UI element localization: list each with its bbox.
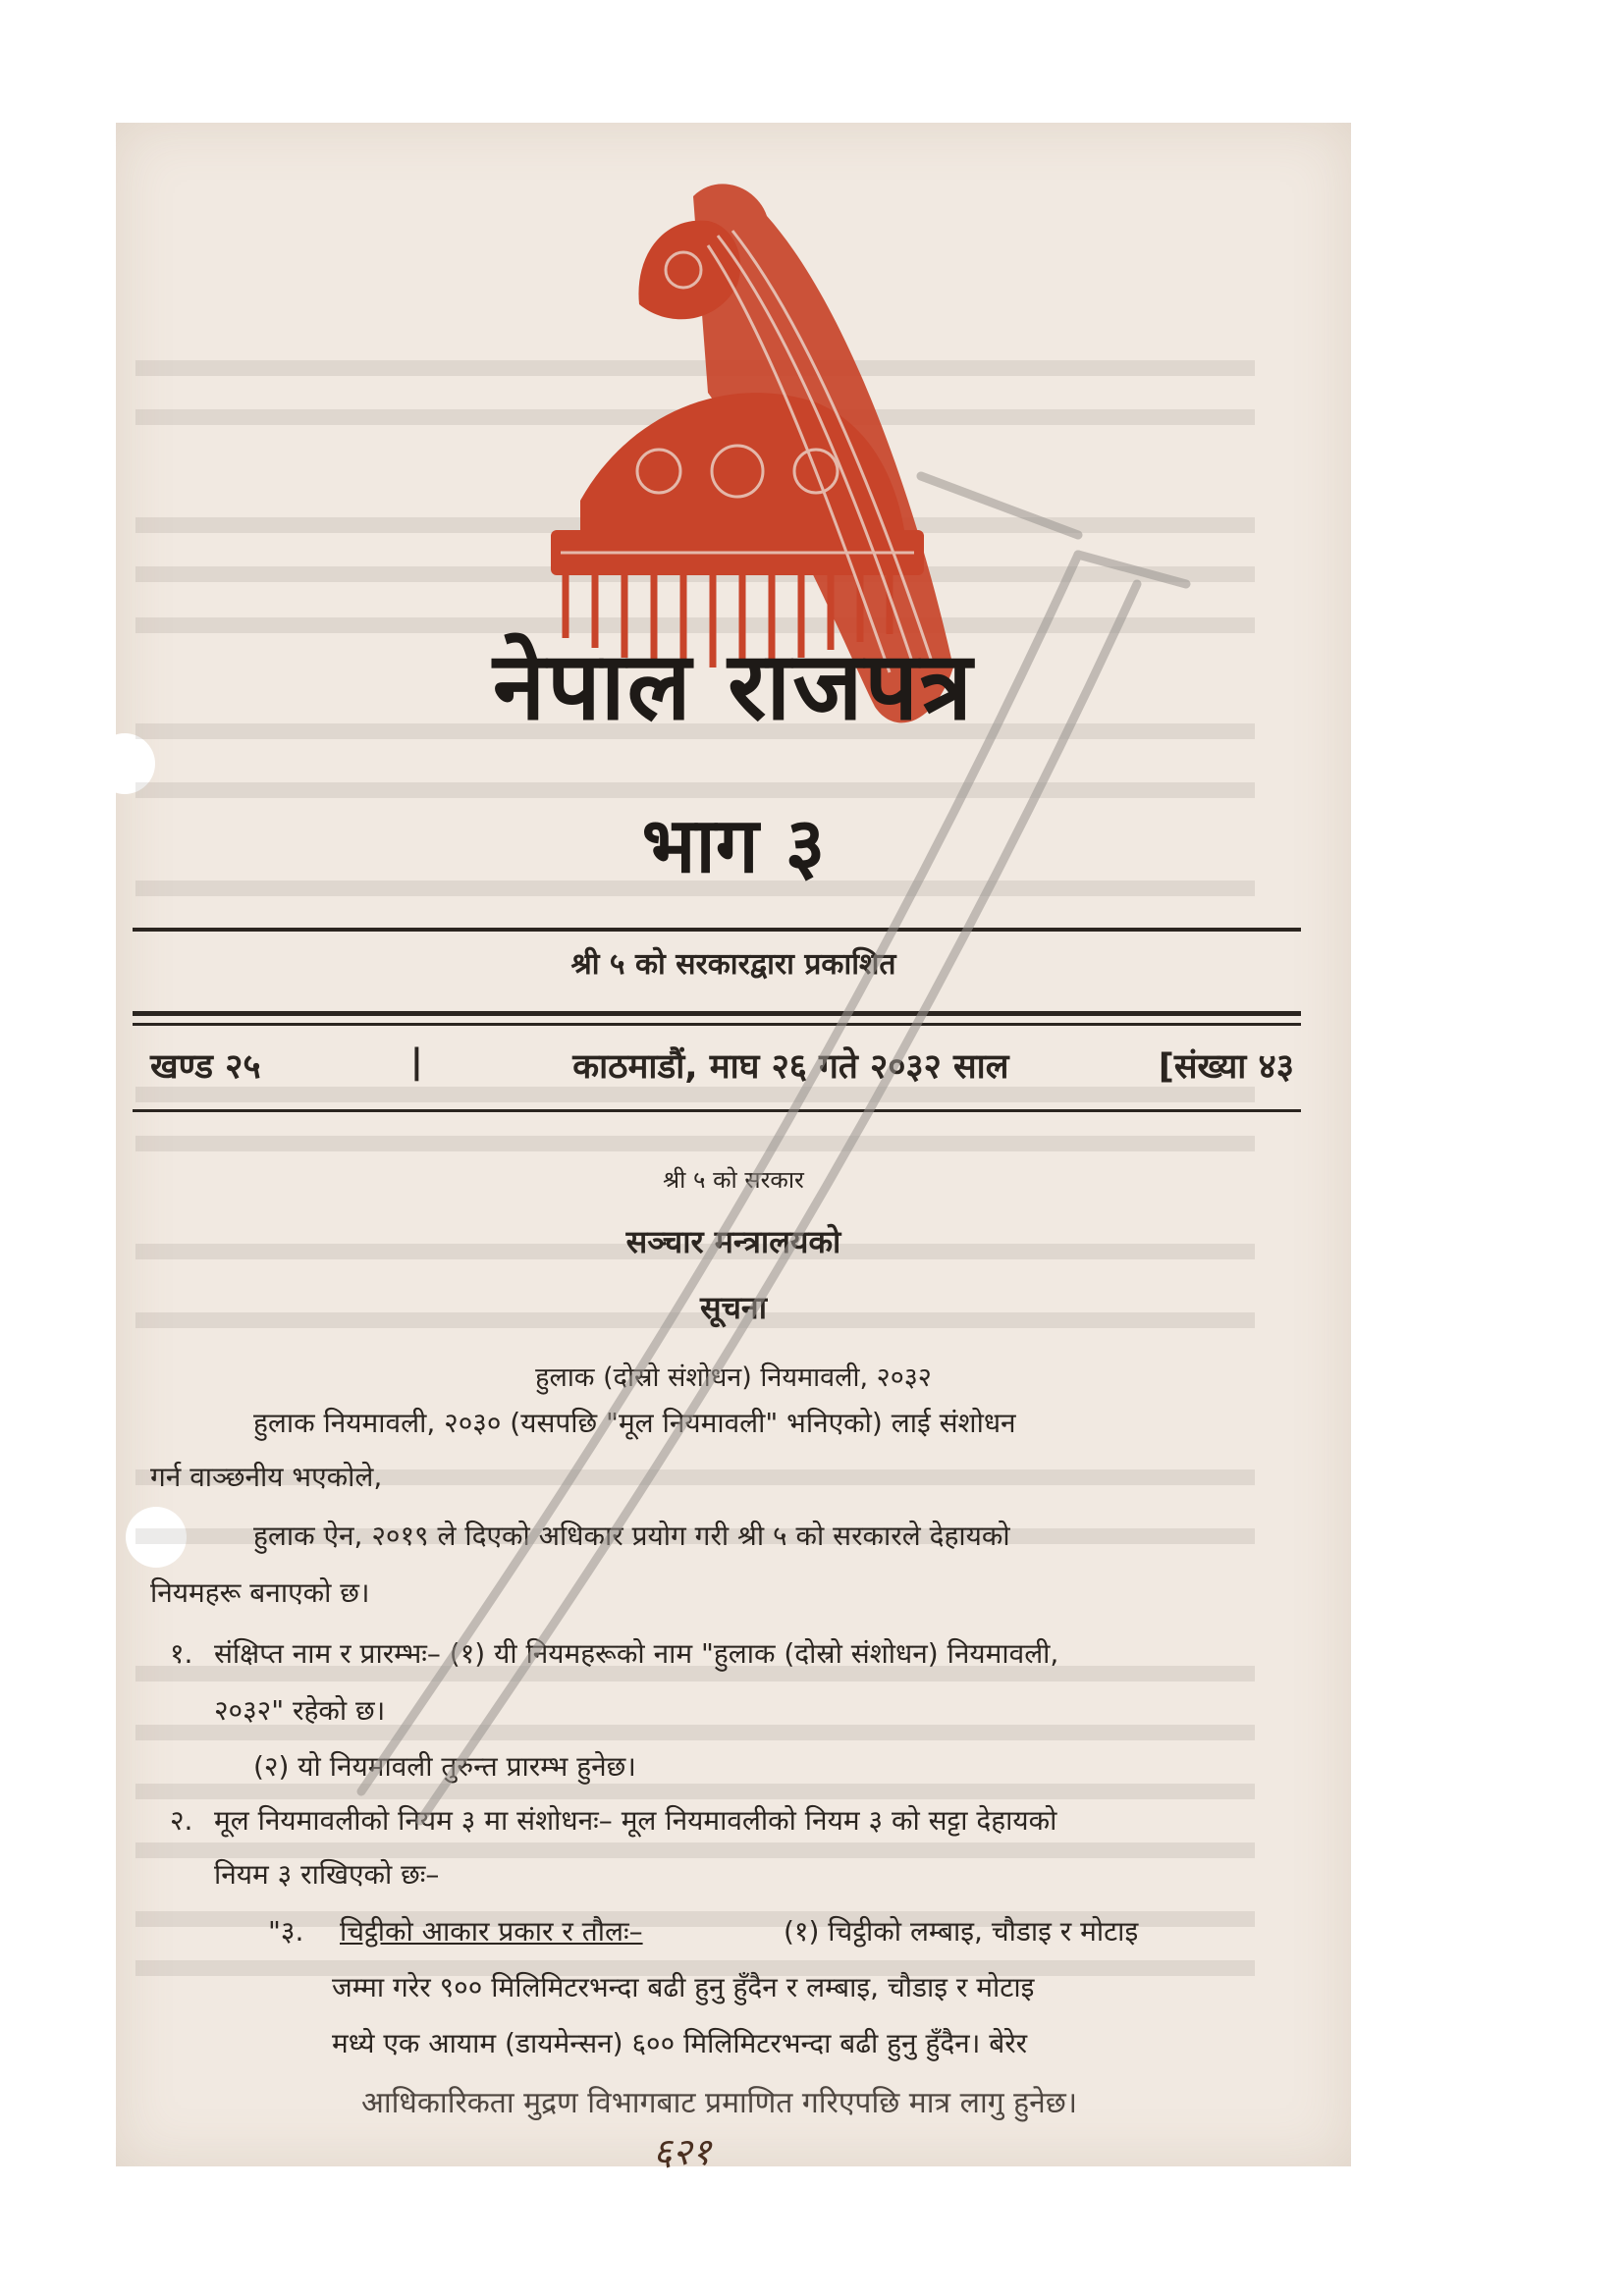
- section-text: नियम ३ राखिएको छः–: [214, 1858, 440, 1891]
- section-text: (२) यो नियमावली तुरुन्त प्रारम्भ हुनेछ।: [253, 1750, 636, 1783]
- gazette-page: [116, 123, 1351, 2173]
- section-text: संक्षिप्त नाम र प्रारम्भः– (१) यी नियमहरूको नाम "हुलाक (दोस्रो संशोधन) नियमावली,: [214, 1637, 1059, 1670]
- volume-label: खण्ड २५: [150, 1047, 261, 1087]
- divider: [133, 1023, 1301, 1026]
- preamble-line: गर्न वाञ्छनीय भएकोले,: [150, 1461, 383, 1493]
- section-text: मूल नियमावलीको नियम ३ मा संशोधनः– मूल नियमावलीको नियम ३ को सट्टा देहायको: [214, 1804, 1057, 1837]
- notice-heading: सूचना: [699, 1289, 767, 1326]
- divider: [133, 928, 1301, 932]
- rules-title: हुलाक (दोस्रो संशोधन) नियमावली, २०३२: [535, 1362, 932, 1393]
- issue-number: [संख्या ४३: [1158, 1047, 1294, 1087]
- divider: [133, 1011, 1301, 1016]
- gazette-title: नेपाल राजपत्र: [492, 631, 975, 741]
- section-number: १.: [170, 1637, 193, 1670]
- rule-heading: चिट्ठीको आकार प्रकार र तौलः–: [340, 1915, 643, 1948]
- place-date: काठमाडौं, माघ २६ गते २०३२ साल: [572, 1047, 1009, 1087]
- preamble-line: हुलाक ऐन, २०१९ ले दिएको अधिकार प्रयोग गरी श्री ५ को सरकारले देहायको: [253, 1520, 1010, 1552]
- rule-text: मध्ये एक आयाम (डायमेन्सन) ६०० मिलिमिटरभन्दा बढी हुनु हुँदैन। बेरेर: [332, 2027, 1028, 2059]
- publisher-line: श्री ५ को सरकारद्वारा प्रकाशित: [570, 947, 896, 982]
- rule-number: "३.: [268, 1915, 304, 1948]
- gazette-part: भाग ३: [641, 802, 826, 890]
- punch-hole: [126, 1507, 187, 1568]
- divider: [133, 1109, 1301, 1112]
- preamble-line: हुलाक नियमावली, २०३० (यसपछि "मूल नियमावली" भनिएको) लाई संशोधन: [253, 1407, 1016, 1439]
- volume-separator: |: [409, 1042, 423, 1082]
- government-heading: श्री ५ को सरकार: [663, 1166, 804, 1194]
- rule-text: जम्मा गरेर ९०० मिलिमिटरभन्दा बढी हुनु हुँदैन र लम्बाइ, चौडाइ र मोटाइ: [332, 1971, 1035, 2003]
- authenticity-note: आधिकारिकता मुद्रण विभागबाट प्रमाणित गरिएपछि मात्र लागु हुनेछ।: [361, 2086, 1078, 2120]
- section-number: २.: [170, 1804, 193, 1837]
- section-text: २०३२" रहेको छ।: [214, 1694, 386, 1727]
- preamble-line: नियमहरू बनाएको छ।: [150, 1576, 370, 1609]
- issue-line: [150, 1042, 1294, 1089]
- page-number: ६२१: [653, 2130, 712, 2173]
- rule-text: (१) चिट्ठीको लम्बाइ, चौडाइ र मोटाइ: [784, 1915, 1139, 1948]
- ministry-heading: सञ्चार मन्त्रालयको: [625, 1223, 841, 1260]
